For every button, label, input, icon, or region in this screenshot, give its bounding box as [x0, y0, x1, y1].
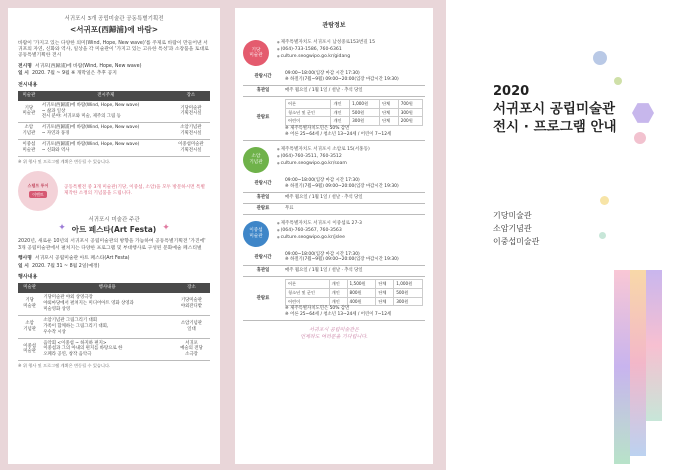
fee-cell: 단체 [376, 289, 394, 298]
museum-cell: 소암 기념관 [18, 315, 41, 338]
fee-cell: 800원 [347, 289, 376, 298]
vertical-text-gidang [646, 270, 662, 421]
topic-cell: 서귀포(西歸浦)에 바람(Wind, Hope, New wave) ~ 자연과 풍경 [40, 123, 172, 140]
vertical-text-leejungseob [614, 270, 630, 464]
festa-period-value: 2020. 7월 31 ~ 8월 2일(예정) [31, 263, 100, 269]
closed-label: 휴관일 [243, 192, 283, 203]
hours-note: ※ 하절기(7월~9월) 09:00~20:00(입장 마감시간 19:30) [285, 183, 399, 189]
table-row [243, 85, 425, 96]
cover-year: 2020 [493, 84, 530, 99]
hours-note: ※ 하절기(7월~9월) 09:00~20:00(입장 마감시간 19:30) [285, 257, 399, 263]
decor-dot [600, 196, 609, 205]
museum-list [493, 210, 539, 249]
fee-cell: 어른 [286, 280, 330, 289]
closed-value: 매주 월요일 / 1월 1일 / 설날 · 추석 당일 [283, 85, 425, 96]
fee-row [286, 297, 423, 306]
exhibition-table-title: 전시내용 [18, 81, 38, 88]
museum-cell: 소암 기념관 [18, 123, 40, 140]
fee-row [286, 289, 423, 298]
venue-badge: 소암 기념관 [243, 147, 269, 173]
topic-cell: 소암기념관 그림그리기 대회 가족이 함께하는 그림그리기 대회, 우수작 시상 [41, 315, 173, 338]
venue-address: ● 제주특별자치도 서귀포시 남성중로153번길 15 [277, 40, 375, 46]
fee-table [285, 99, 423, 126]
topic-cell: 음악회 <이중섭 ~ 하지하 편지> 이중섭과 그의 아내의 편지를 바탕으로 한 오페라 공연, 창작 음악극 [41, 338, 173, 361]
table-row [243, 192, 425, 203]
closed-label: 휴관일 [243, 266, 283, 277]
fee-cell: 청소년 및 군인 [286, 108, 331, 117]
exhibition-period-row [18, 71, 210, 77]
festa-note: ※ 위 행사 및 프로그램 계획은 변동될 수 있습니다. [18, 363, 111, 369]
stamp-label: 이벤트 [29, 191, 47, 198]
hours-label: 관람시간 [243, 250, 283, 266]
museum-cell: 이중섭 미술관 [18, 140, 40, 157]
festa-name-label: 행사명 [18, 256, 32, 262]
hours-note: ※ 하절기(7월~9월) 09:00~20:00(입장 마감시간 19:30) [285, 77, 399, 83]
table-header: 미술관 [18, 283, 41, 293]
exhibition-intro: 바람이 '가지고 있는 다양한 의미(Wind, Hope, New wave)'를 주제로 바람이 만들어낸 서귀포의 자연, 신화와 역사, 일상을 각 미술관이 '가지고 있는 고유한 특성'과 소장품을 토대로 공동특별기획한 전시 [18, 40, 209, 59]
topic-cell: 서귀포(西歸浦)에 바람(Wind, Hope, New wave) ~ 삶과 일상 전시 분야: 서귀포와 미술, 제주의 그림 등 [40, 101, 172, 123]
fee-note: ※ 제주특별자치도민은 50% 감면 [285, 125, 350, 131]
fee-cell: 단체 [380, 108, 399, 117]
place-cell: 서귀포 예술의 전당 소극장 [173, 338, 210, 361]
cover-panel [446, 0, 680, 470]
festa-period-label: 일 시 [18, 263, 29, 269]
fee-cell: 단체 [376, 297, 394, 306]
hours-value: 09:00~18:00(입장 마감 시간 17:30) [285, 251, 360, 257]
table-row [243, 203, 425, 214]
table-header: 장소 [173, 283, 210, 293]
venue-gidang [243, 40, 425, 141]
table-row [243, 266, 425, 277]
topic-cell: 기당미술관 야외 상영극장 야외마당에서 펼쳐지는 미디어아트 영화 상영과 미술영화 상영 [41, 293, 173, 315]
decor-dot [599, 232, 606, 239]
exhibition-name-label: 전시명 [18, 63, 32, 69]
decor-dot [593, 51, 607, 65]
venue-url[interactable]: ● culture.seogwipo.go.kr/gidang [277, 54, 375, 60]
festa-right-icon: ✦ [162, 223, 170, 234]
stamp-icon [18, 171, 58, 211]
fee-row [286, 108, 423, 117]
fee-row [286, 117, 423, 126]
fee-cell: 개인 [329, 280, 347, 289]
fee-cell: 개인 [329, 297, 347, 306]
fee-cell: 1,000원 [394, 280, 423, 289]
venue-table [243, 250, 425, 322]
fee-cell: 400원 [347, 297, 376, 306]
festa-table [18, 283, 210, 361]
venue-address: ● 제주특별자치도 서귀포시 이중섭로 27-3 [277, 221, 362, 227]
festa-name-row [18, 256, 210, 262]
cover-title-line2: 전시 · 프로그램 안내 [493, 118, 617, 135]
fee-cell: 개인 [331, 108, 350, 117]
fee-cell: 단체 [380, 99, 399, 108]
table-header: 행사내용 [41, 283, 173, 293]
exhibition-name-row [18, 64, 210, 70]
hours-label: 관람시간 [243, 69, 283, 85]
table-row [243, 176, 425, 192]
hours-value: 09:00~18:00(입장 마감 시간 17:30) [285, 71, 360, 77]
cover-title-line1: 서귀포시 공립미술관 [493, 101, 616, 117]
fee-note: ※ 어른 25~64세 / 청소년 13~24세 / 어린이 7~12세 [285, 131, 392, 137]
fee-cell: 어른 [286, 99, 331, 108]
venue-soam [243, 147, 425, 215]
fee-cell: 청소년 및 군인 [286, 289, 330, 298]
fee-cell: 개인 [331, 99, 350, 108]
venue-leejungseob [243, 221, 425, 322]
fee-cell: 단체 [376, 280, 394, 289]
topic-cell: 서귀포(西歸浦)에 바람(Wind, Hope, New wave) ~ 신화와 역사 [40, 140, 172, 157]
festa-title: 아트 페스타(Art Festa) [71, 225, 157, 235]
table-row [243, 69, 425, 85]
venue-table [243, 69, 425, 141]
venue-phone: ● (064)-760-3511, 760-3512 [277, 154, 370, 160]
venue-phone: ● (064)-760-3567, 760-3563 [277, 228, 362, 234]
festa-table-title: 행사내용 [18, 274, 38, 281]
venue-address: ● 제주특별자치도 서귀포시 소암로 15(서홍동) [277, 147, 370, 153]
fee-free: 무료 [283, 203, 425, 214]
fee-cell: 200원 [398, 117, 422, 126]
decor-dot [614, 77, 622, 85]
venue-url[interactable]: ● culture.seogwipo.go.kr/soam [277, 161, 370, 167]
fee-label: 관람료 [243, 96, 283, 140]
fee-cell: 300원 [394, 297, 423, 306]
cover-title [493, 101, 617, 136]
fee-note: ※ 어른 25~64세 / 청소년 13~24세 / 어린이 7~12세 [285, 312, 392, 318]
stamp-tour-box [18, 171, 210, 211]
fee-cell: 단체 [380, 117, 399, 126]
fee-note: ※ 제주특별자치도민은 50% 감면 [285, 306, 350, 312]
fee-label: 관람료 [243, 277, 283, 321]
table-row [18, 315, 210, 338]
table-row [18, 140, 210, 157]
museum-cell: 이중섭 미술관 [18, 338, 41, 361]
place-cell: 이중섭미술관 기획전시실 [172, 140, 210, 157]
exhibition-title: <서귀포(西歸浦)에 바람> [69, 25, 158, 35]
fee-cell: 1,000원 [350, 99, 380, 108]
museum-cell: 기당 미술관 [18, 293, 41, 315]
place-cell: 기당미술관 야외잔디밭 [173, 293, 210, 315]
fee-cell: 300원 [398, 108, 422, 117]
venue-phone: ● (064)-733-1586, 760-6361 [277, 47, 375, 53]
table-row [18, 123, 210, 140]
table-row [18, 338, 210, 361]
table-header: 장소 [172, 91, 210, 101]
fee-cell: 어린이 [286, 297, 330, 306]
exhibition-name-value: 서귀포(西歸浦)에 바람(Wind, Hope, New wave) [34, 63, 142, 69]
exhibition-note: ※ 위 행사 및 프로그램 계획은 변동될 수 있습니다. [18, 159, 111, 165]
place-cell: 기당미술관 기획전시실 [172, 101, 210, 123]
museum-list-item: 이중섭미술관 [493, 237, 540, 246]
fee-cell: 500원 [350, 108, 380, 117]
table-header: 전시주제 [40, 91, 172, 101]
table-row [18, 101, 210, 123]
fee-cell: 1,500원 [347, 280, 376, 289]
pre-title: 서귀포시 3개 공립미술관 공동특별기획전 [64, 16, 164, 22]
place-cell: 소암기념관 일대 [173, 315, 210, 338]
table-row [243, 277, 425, 321]
museum-cell: 기당 미술관 [18, 101, 40, 123]
fee-row [286, 280, 423, 289]
fee-row [286, 99, 423, 108]
venue-table [243, 176, 425, 215]
venue-badge: 이중섭 미술관 [243, 221, 269, 247]
festa-pre-title: 서귀포시 미술관 주관 [88, 216, 140, 223]
festa-name-value: 서귀포시 공립미술관 아트 페스타(Art Festa) [34, 256, 130, 262]
fee-cell: 개인 [329, 289, 347, 298]
fee-cell: 500원 [394, 289, 423, 298]
table-row [243, 250, 425, 266]
visitor-info-panel [235, 8, 433, 464]
closed-value: 매주 월요일 / 1월 1일 / 설날 · 추석 당일 [283, 266, 425, 277]
festa-intro: 2020년, 새로운 10년의 서귀포시 공립미술관의 방향을 가늠하여 공동특별기획전 '가진에' 3개 공립미술관에서 펼쳐지는 다양한 프로그램 및 부대행사로 구성된 문화예술 페스티벌 [18, 239, 206, 251]
visitor-info-title: 관람정보 [322, 22, 346, 29]
footer-signature: 서귀포시 공립미술관은 언제라도 여러분을 기다립니다. [300, 327, 368, 340]
hours-label: 관람시간 [243, 176, 283, 192]
festa-header [18, 217, 210, 240]
exhibition-table [18, 91, 210, 158]
closed-label: 휴관일 [243, 85, 283, 96]
fee-cell: 300원 [350, 117, 380, 126]
exhibition-period-label: 일 시 [18, 71, 29, 77]
museum-list-item: 기당미술관 [493, 211, 532, 220]
festa-left-icon: ✦ [58, 223, 66, 234]
festa-period-row [18, 264, 210, 270]
exhibition-period-value: 2020. 7월 ~ 9월 ※ 개막일은 추후 공지 [31, 71, 117, 77]
closed-value: 매주 월요일 / 1월 1일 / 설날 · 추석 당일 [283, 192, 425, 203]
fee-label: 관람료 [243, 203, 283, 214]
table-row [243, 96, 425, 140]
museum-list-item: 소암기념관 [493, 224, 532, 233]
venue-badge: 기당 미술관 [243, 40, 269, 66]
table-row [18, 293, 210, 315]
fee-table [285, 279, 423, 306]
fee-cell: 어린이 [286, 117, 331, 126]
stamp-description: 공동특별전 중 3개 미술관(기당, 이중섭, 소암)을 모두 방문하시면 특별 제작한 소정의 기념품을 드립니다. [64, 184, 205, 196]
place-cell: 소암기념관 기획전시실 [172, 123, 210, 140]
venue-url[interactable]: ● culture.seogwipo.go.kr/jslee [277, 235, 362, 241]
exhibition-info-panel [8, 8, 220, 464]
decor-dot [634, 132, 646, 144]
fee-cell: 개인 [331, 117, 350, 126]
fee-cell: 700원 [398, 99, 422, 108]
decor-hexagon [632, 102, 654, 124]
vertical-text-soam [630, 270, 646, 456]
hours-value: 09:00~18:00(입장 마감 시간 17:30) [285, 177, 360, 183]
table-header: 미술관 [18, 91, 40, 101]
stamp-text: 스탬프 투어 [27, 183, 49, 189]
